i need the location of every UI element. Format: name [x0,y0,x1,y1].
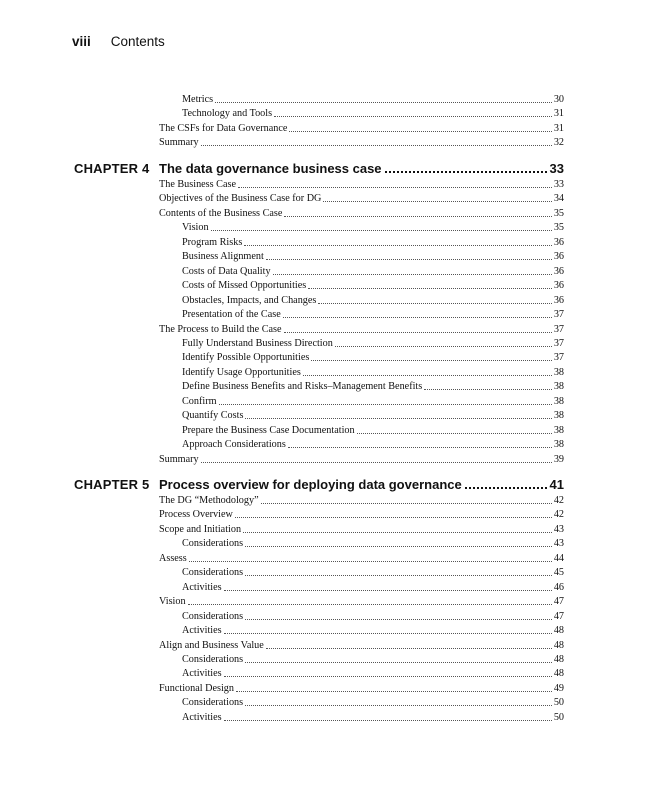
toc-entry-page: 36 [553,265,564,277]
toc-entry-page: 30 [553,94,564,105]
toc-entry-title: Identify Possible Opportunities [182,352,310,364]
toc-entry-page: 35 [553,207,564,219]
toc-entry-title: Business Alignment [182,251,264,263]
dot-leader [318,294,551,304]
toc-entry[interactable] [182,566,564,580]
toc-entry-page: 47 [553,596,564,608]
dot-leader [188,595,552,605]
dot-leader [323,192,551,202]
toc-entry[interactable] [159,453,564,467]
toc-entry[interactable] [182,696,564,710]
dot-leader [245,537,552,547]
dot-leader [283,308,552,318]
toc-entry-title: Considerations [182,538,244,550]
toc-entry-title: Contents of the Business Case [159,207,283,219]
dot-leader [385,160,547,173]
dot-leader [215,93,552,103]
toc-entry-title: Scope and Initiation [159,523,242,535]
toc-entry[interactable] [159,682,564,696]
toc-entry-page: 48 [553,653,564,665]
toc-entry[interactable] [182,221,564,235]
toc-entry-title: Assess [159,552,187,564]
toc-entry-page: 37 [553,352,564,364]
toc-entry[interactable] [182,395,564,409]
toc-entry[interactable] [182,308,564,322]
toc-entry-title: Activities [182,581,222,593]
dot-leader [201,453,552,463]
toc-entry[interactable] [182,337,564,351]
toc-entry[interactable] [182,409,564,423]
toc-entry[interactable] [182,581,564,595]
dot-leader [357,424,552,434]
toc-entry-title: The Business Case [159,179,236,190]
dot-leader [235,508,552,518]
toc-entry-page: 32 [553,137,564,149]
toc-entry-title: Identify Usage Opportunities [182,366,301,378]
toc-entry-title: Approach Considerations [182,439,286,451]
toc-entry-page: 50 [553,711,564,723]
dot-leader [335,337,552,347]
toc-entry[interactable] [159,122,564,136]
toc-entry-page: 35 [553,222,564,234]
toc-entry-title: Quantify Costs [182,410,244,422]
toc-entry-title: The DG “Methodology” [159,495,259,506]
toc-entry-page: 38 [553,410,564,422]
toc-entry-page: 38 [553,424,564,436]
toc-entry[interactable] [159,207,564,221]
toc-entry-page: 34 [553,193,564,205]
toc-entry-page: 48 [553,639,564,651]
dot-leader [284,207,551,217]
dot-leader [308,279,552,289]
toc-entry-page: 47 [553,610,564,622]
dot-leader [224,667,552,677]
toc-entry-page: 38 [553,366,564,378]
toc-entry-page: 31 [553,122,564,134]
toc-entry-title: Program Risks [182,236,243,248]
dot-leader [245,409,551,419]
toc-entry-title: Considerations [182,567,244,579]
toc-entry-page: 48 [553,668,564,680]
dot-leader [274,107,552,117]
dot-leader [219,395,552,405]
toc-entry-title: Fully Understand Business Direction [182,337,333,349]
toc-entry-title: The Process to Build the Case [159,323,282,335]
toc-entry-title: Process Overview [159,509,233,521]
dot-leader [224,711,552,721]
toc-entry-page: 31 [553,108,564,120]
chapter-label: CHAPTER 4 [74,161,150,176]
toc-entry-page: 42 [553,495,564,506]
toc-entry-page: 45 [553,567,564,579]
toc-entry[interactable] [159,508,564,522]
toc-entry-title: Functional Design [159,682,234,694]
toc-entry[interactable] [159,136,564,150]
toc-entry-title: Summary [159,453,199,465]
toc-entry-title: Costs of Data Quality [182,265,271,277]
toc-entry-title: Metrics [182,94,214,105]
toc-entry-title: Considerations [182,697,244,709]
toc-entry-page: 33 [553,179,564,190]
toc-entry-page: 36 [553,236,564,248]
toc-entry-title: Vision [159,596,186,608]
toc-entry-page: 36 [553,251,564,263]
toc-entry-page: 38 [553,395,564,407]
dot-leader [424,380,552,390]
chapter-label: CHAPTER 5 [74,477,150,492]
toc-entry-page: 38 [553,381,564,393]
toc-entry[interactable] [182,537,564,551]
toc-entry-title: Confirm [182,395,217,407]
toc-entry-page: 39 [553,453,564,465]
dot-leader [224,581,552,591]
toc-entry-title: Technology and Tools [182,108,273,120]
dot-leader [266,639,552,649]
chapter-title: Process overview for deploying data governance [159,477,462,492]
chapter-heading[interactable] [159,476,564,494]
toc-entry-page: 43 [553,523,564,535]
toc-entry[interactable] [159,552,564,566]
dot-leader [245,610,552,620]
toc-entry[interactable] [182,279,564,293]
dot-leader [243,523,552,533]
toc-entry[interactable] [159,192,564,206]
toc-entry-page: 37 [553,309,564,321]
dot-leader [289,122,551,132]
toc-entry[interactable] [159,494,564,508]
toc-entry[interactable] [182,667,564,681]
toc-entry-title: Define Business Benefits and Risks–Management Benefits [182,381,423,393]
toc-entry[interactable] [182,624,564,638]
toc-entry[interactable] [182,351,564,365]
running-head [72,34,165,49]
toc-entry[interactable] [182,93,564,107]
dot-leader [303,366,552,376]
dot-leader [288,438,552,448]
dot-leader [244,236,552,246]
dot-leader [465,476,547,489]
dot-leader [266,250,552,260]
toc-entry-page: 43 [553,538,564,550]
toc-entry-title: Align and Business Value [159,639,264,651]
toc-entry[interactable] [159,178,564,192]
toc-entry-title: Vision [182,222,209,234]
page-folio: viii [72,34,91,49]
running-head-title: Contents [110,34,165,49]
dot-leader [284,323,552,333]
toc-entry[interactable] [182,438,564,452]
chapter-heading[interactable] [159,160,564,178]
toc-entry-page: 48 [553,625,564,637]
toc-entry-page: 38 [553,439,564,451]
dot-leader [273,265,552,275]
toc-entry[interactable] [182,107,564,121]
chapter-page: 33 [549,161,564,176]
dot-leader [236,682,552,692]
toc-entry[interactable] [182,265,564,279]
toc-entry-title: Considerations [182,653,244,665]
toc-entry-page: 37 [553,323,564,335]
toc-entry-page: 37 [553,337,564,349]
toc-entry-title: Activities [182,668,222,680]
toc-entry-title: Activities [182,625,222,637]
toc-entry[interactable] [159,323,564,337]
toc-entry-title: Prepare the Business Case Documentation [182,424,355,436]
dot-leader [245,653,552,663]
toc-entry[interactable] [182,236,564,250]
toc-entry[interactable] [182,424,564,438]
toc-entry[interactable] [182,250,564,264]
toc-entry-title: Objectives of the Business Case for DG [159,193,322,205]
toc-entry-title: Presentation of the Case [182,309,281,321]
dot-leader [201,136,552,146]
toc-entry-page: 49 [553,682,564,694]
dot-leader [245,696,552,706]
toc-entry[interactable] [182,653,564,667]
toc-entry-page: 36 [553,294,564,306]
toc-entry-page: 42 [553,509,564,521]
toc-entry[interactable] [182,380,564,394]
toc-entry[interactable] [182,294,564,308]
dot-leader [211,221,552,231]
toc-entry-page: 50 [553,697,564,709]
toc-entry-title: Activities [182,711,222,723]
toc-entry-page: 46 [553,581,564,593]
toc-entry-title: Considerations [182,610,244,622]
toc-entry-title: Obstacles, Impacts, and Changes [182,294,317,306]
chapter-title: The data governance business case [159,161,382,176]
toc-entry[interactable] [182,366,564,380]
toc-entry-page: 36 [553,280,564,292]
dot-leader [311,351,551,361]
dot-leader [238,178,552,188]
toc-entry[interactable] [182,610,564,624]
toc-entry-title: Summary [159,137,199,149]
dot-leader [224,624,552,634]
toc-entry-title: The CSFs for Data Governance [159,122,288,134]
toc-entry[interactable] [159,523,564,537]
toc-entry[interactable] [159,639,564,653]
chapter-page: 41 [549,477,564,492]
dot-leader [245,566,552,576]
dot-leader [189,552,552,562]
dot-leader [261,494,552,504]
toc-entry[interactable] [182,711,564,725]
toc-entry-page: 44 [553,552,564,564]
toc-entry-title: Costs of Missed Opportunities [182,280,307,292]
toc-entry[interactable] [159,595,564,609]
